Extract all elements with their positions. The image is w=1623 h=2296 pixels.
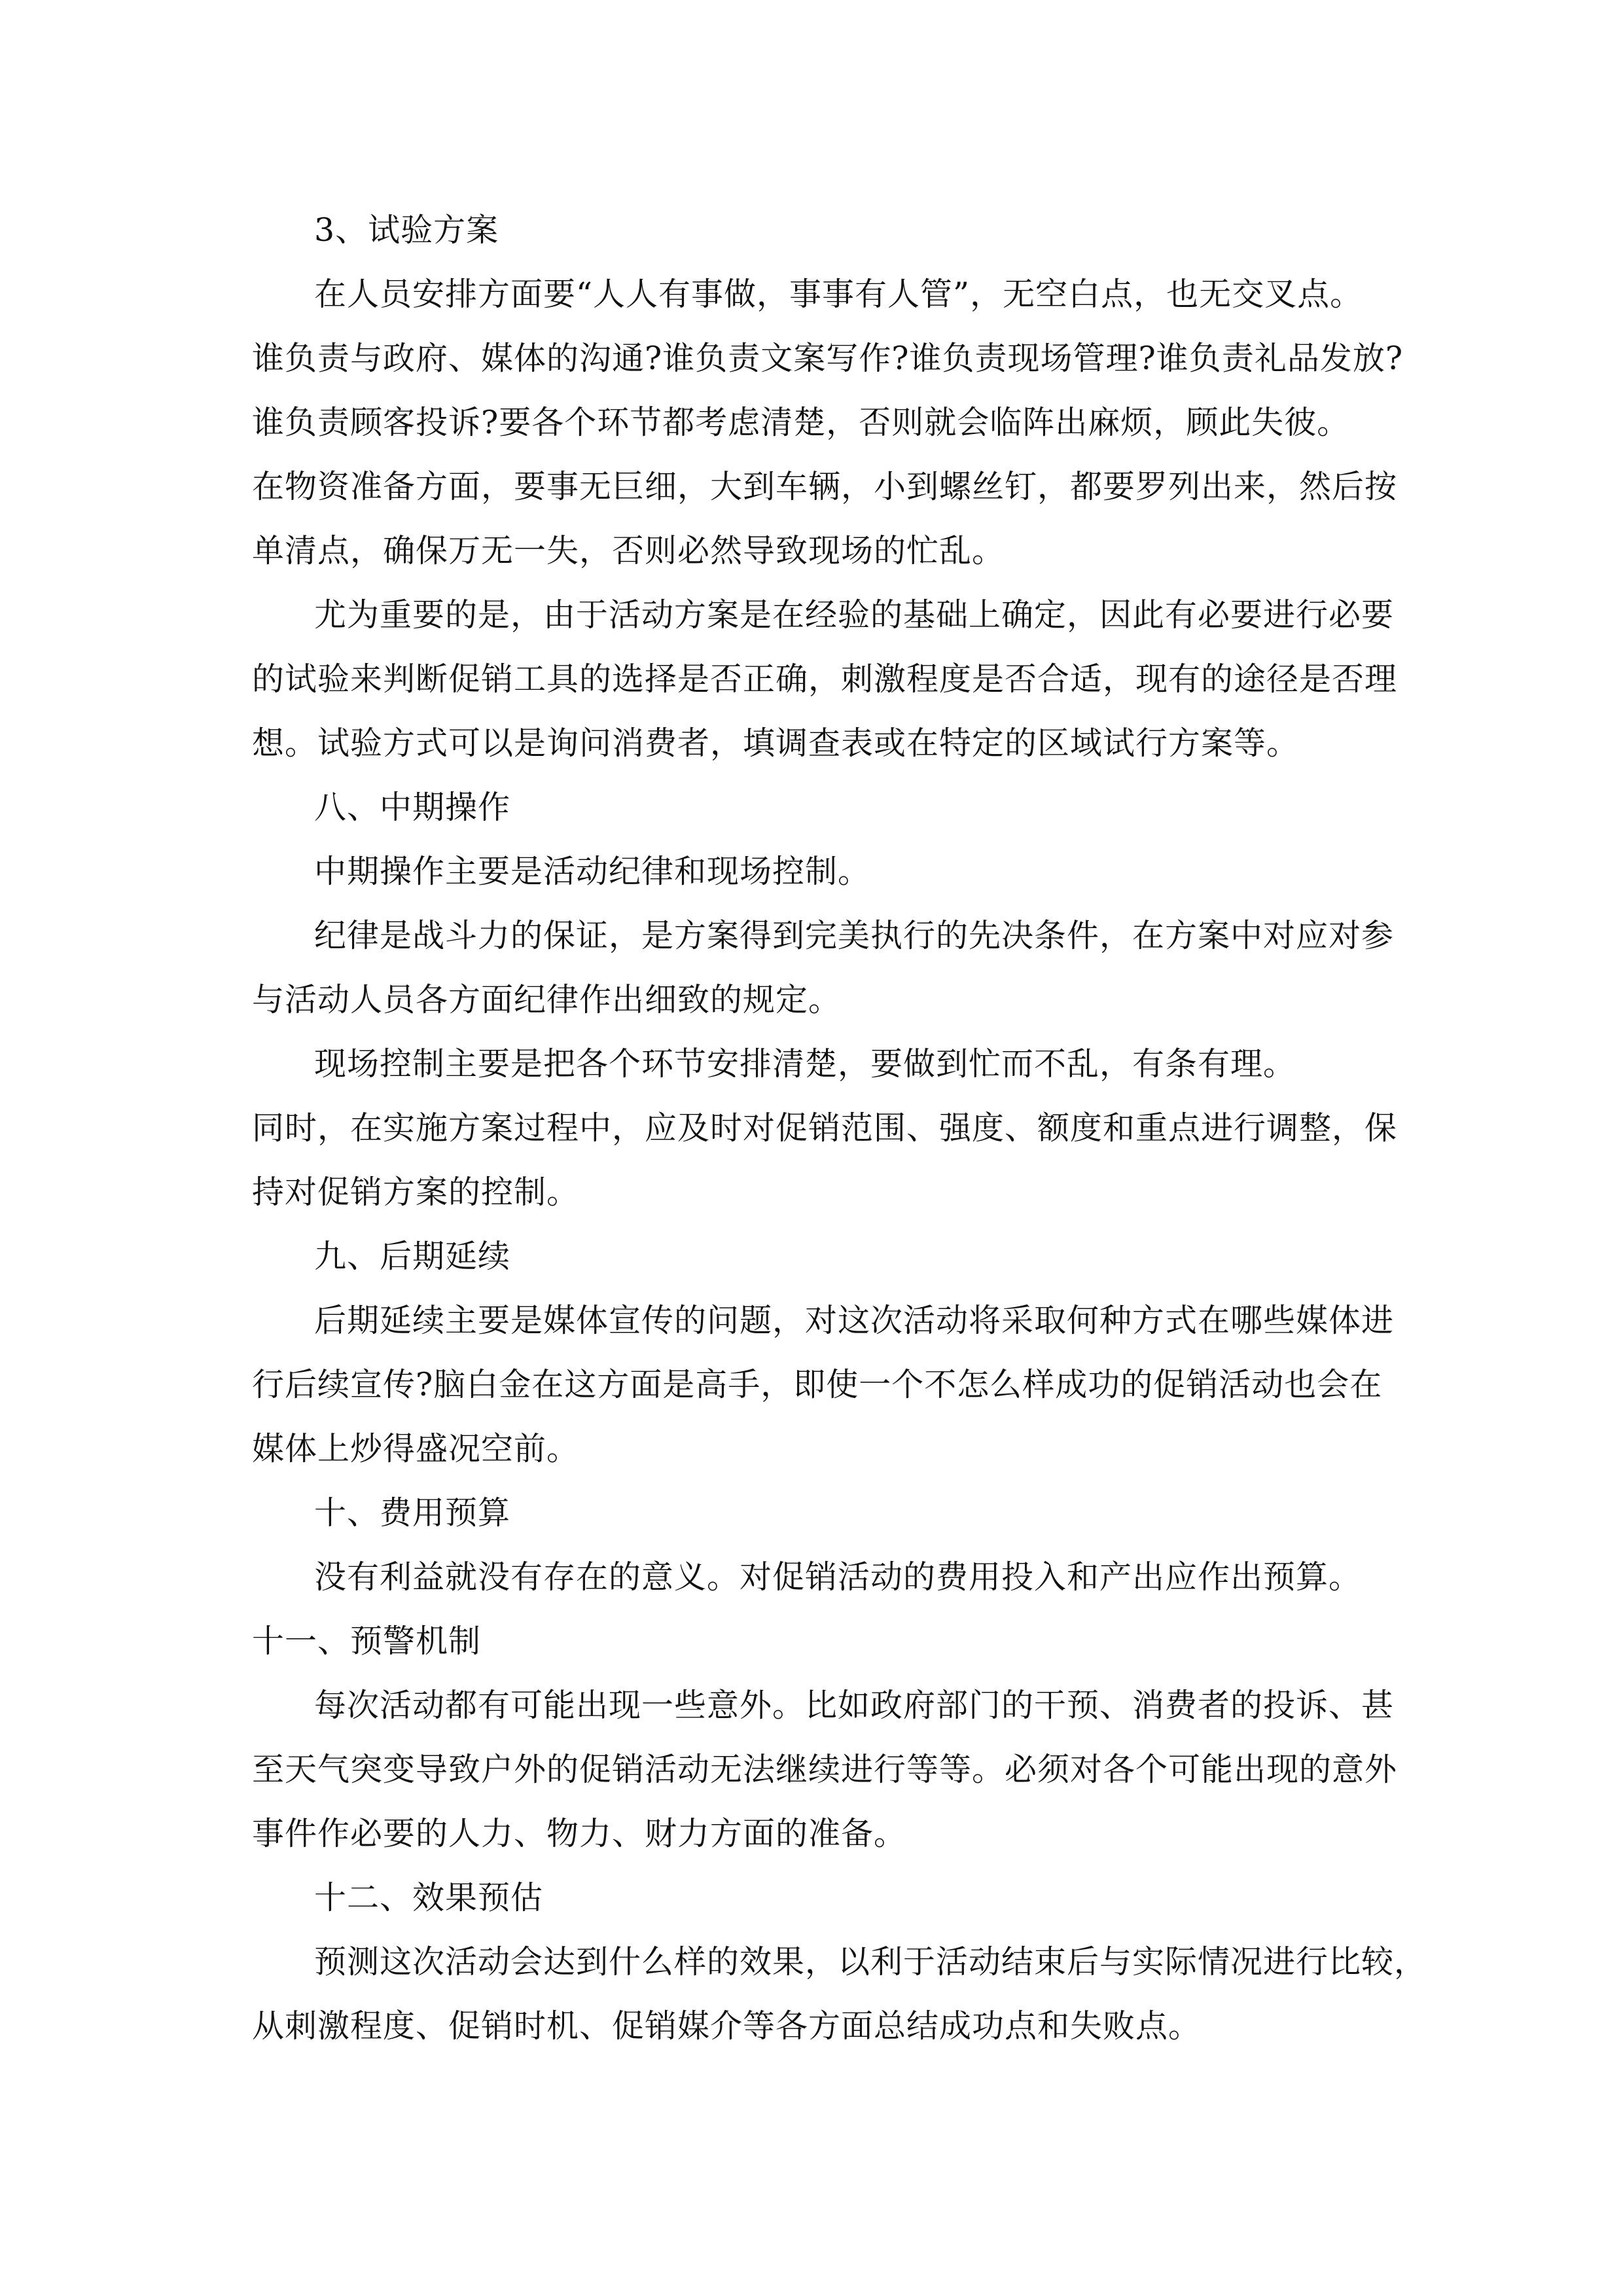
section-heading-follow-up: 九、后期延续	[314, 1238, 511, 1275]
paragraph-line: 预测这次活动会达到什么样的效果，以利于活动结束后与实际情况进行比较，	[314, 1943, 1427, 1981]
paragraph-line: 在物资准备方面，要事无巨细，大到车辆，小到螺丝钉，都要罗列出来，然后按	[252, 468, 1398, 505]
paragraph-line: 谁负责与政府、媒体的沟通?谁负责文案写作?谁负责现场管理?谁负责礼品发放?	[252, 340, 1404, 377]
section-heading-mid-term-operation: 八、中期操作	[314, 789, 511, 826]
paragraph-line: 持对促销方案的控制。	[252, 1174, 580, 1211]
paragraph-line: 在人员安排方面要“人人有事做，事事有人管”，无空白点，也无交叉点。	[314, 276, 1363, 313]
paragraph-line: 纪律是战斗力的保证，是方案得到完美执行的先决条件，在方案中对应对参	[314, 917, 1395, 954]
section-heading-budget: 十、费用预算	[314, 1494, 511, 1532]
paragraph-line: 谁负责顾客投诉?要各个环节都考虑清楚，否则就会临阵出麻烦，顾此失彼。	[252, 404, 1350, 441]
paragraph-line: 想。试验方式可以是询问消费者，填调查表或在特定的区域试行方案等。	[252, 725, 1300, 762]
paragraph-line: 事件作必要的人力、物力、财力方面的准备。	[252, 1815, 907, 1852]
paragraph-line: 没有利益就没有存在的意义。对促销活动的费用投入和产出应作出预算。	[314, 1558, 1362, 1596]
paragraph-line: 与活动人员各方面纪律作出细致的规定。	[252, 981, 842, 1018]
paragraph-line: 每次活动都有可能出现一些意外。比如政府部门的干预、消费者的投诉、甚	[314, 1687, 1395, 1724]
paragraph-line: 至天气突变导致户外的促销活动无法继续进行等等。必须对各个可能出现的意外	[252, 1751, 1398, 1788]
section-heading-effect-estimate: 十二、效果预估	[314, 1879, 544, 1916]
section-heading-early-warning: 十一、预警机制	[252, 1623, 482, 1660]
paragraph-line: 同时，在实施方案过程中，应及时对促销范围、强度、额度和重点进行调整，保	[252, 1109, 1398, 1147]
paragraph-line: 中期操作主要是活动纪律和现场控制。	[314, 853, 871, 890]
paragraph-line: 的试验来判断促销工具的选择是否正确，刺激程度是否合适，现有的途径是否理	[252, 660, 1398, 698]
paragraph-line: 从刺激程度、促销时机、促销媒介等各方面总结成功点和失败点。	[252, 2007, 1202, 2045]
paragraph-line: 尤为重要的是，由于活动方案是在经验的基础上确定，因此有必要进行必要	[314, 596, 1395, 634]
paragraph-line: 后期延续主要是媒体宣传的问题，对这次活动将采取何种方式在哪些媒体进	[314, 1302, 1395, 1339]
paragraph-line: 媒体上炒得盛况空前。	[252, 1430, 580, 1467]
paragraph-line: 现场控制主要是把各个环节安排清楚，要做到忙而不乱，有条有理。	[314, 1045, 1296, 1083]
paragraph-line: 单清点，确保万无一失，否则必然导致现场的忙乱。	[252, 532, 1005, 569]
paragraph-line: 行后续宣传?脑白金在这方面是高手，即使一个不怎么样成功的促销活动也会在	[252, 1366, 1383, 1403]
section-heading-experiment-plan: 3、试验方案	[314, 211, 499, 249]
